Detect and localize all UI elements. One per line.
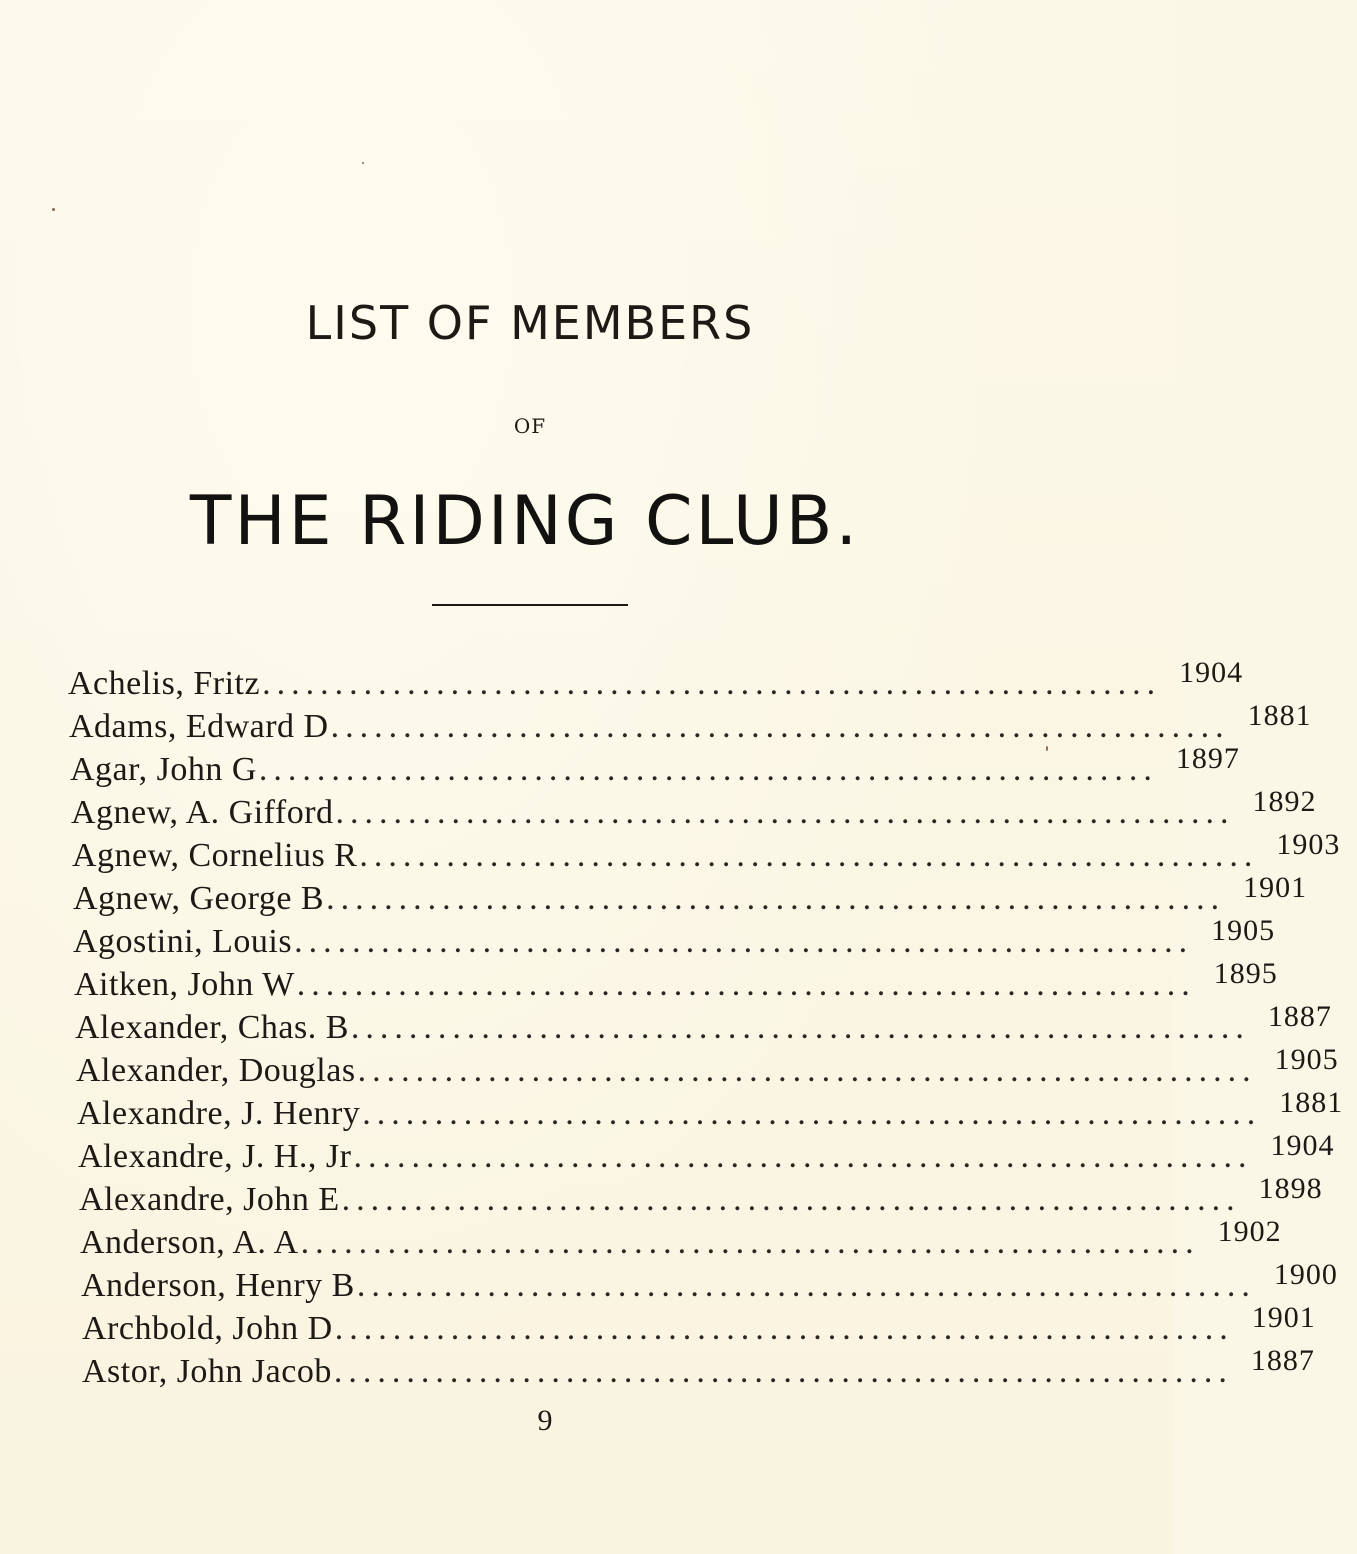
heading-divider xyxy=(432,604,628,606)
member-name: Agnew, George B xyxy=(73,880,325,917)
member-year: 1901 xyxy=(1243,871,1308,904)
dot-leader: .............................................................. xyxy=(294,923,1194,960)
heading-of: OF xyxy=(513,414,547,438)
dot-leader: .............................................................. xyxy=(353,1138,1253,1175)
member-row xyxy=(68,742,1240,791)
member-year: 1892 xyxy=(1252,785,1317,818)
member-year: 1881 xyxy=(1279,1086,1344,1119)
dot-leader: .............................................................. xyxy=(341,1181,1241,1218)
member-name: Achelis, Fritz xyxy=(68,665,261,702)
member-name: Agnew, A. Gifford xyxy=(71,794,334,831)
member-row xyxy=(68,1301,1316,1350)
dot-leader: .............................................................. xyxy=(258,751,1158,788)
member-year: 1905 xyxy=(1274,1043,1339,1076)
paper-speck xyxy=(362,162,364,164)
member-year: 1902 xyxy=(1217,1215,1282,1248)
member-list xyxy=(68,656,1344,1393)
member-name: Adams, Edward D xyxy=(69,708,329,745)
member-row xyxy=(68,1043,1339,1092)
member-row xyxy=(68,785,1317,834)
paper-speck xyxy=(52,208,55,211)
heading-list-of-members: LIST OF MEMBERS xyxy=(305,296,755,350)
dot-leader: .............................................................. xyxy=(296,966,1196,1003)
member-name: Alexander, Chas. B xyxy=(75,1009,349,1046)
member-row xyxy=(68,957,1278,1006)
member-row xyxy=(68,871,1308,920)
member-row xyxy=(68,1258,1338,1307)
member-year: 1895 xyxy=(1213,957,1278,990)
member-row xyxy=(68,828,1341,877)
member-year: 1887 xyxy=(1250,1344,1315,1377)
dot-leader: .............................................................. xyxy=(334,1310,1234,1347)
member-name: Alexandre, J. Henry xyxy=(77,1095,361,1132)
dot-leader: .............................................................. xyxy=(359,837,1259,874)
member-row xyxy=(68,914,1276,963)
member-row xyxy=(68,656,1244,705)
member-name: Alexandre, J. H., Jr xyxy=(78,1138,352,1175)
member-name: Astor, John Jacob xyxy=(82,1353,332,1390)
member-year: 1887 xyxy=(1267,1000,1332,1033)
member-row xyxy=(68,1086,1344,1135)
member-row xyxy=(68,1172,1323,1221)
member-row xyxy=(68,1129,1335,1178)
member-year: 1901 xyxy=(1251,1301,1316,1334)
member-year: 1903 xyxy=(1276,828,1341,861)
dot-leader: .............................................................. xyxy=(356,1267,1256,1304)
dot-leader: .............................................................. xyxy=(335,794,1235,831)
member-year: 1905 xyxy=(1211,914,1276,947)
member-year: 1904 xyxy=(1270,1129,1335,1162)
member-name: Anderson, A. A xyxy=(80,1224,299,1261)
member-name: Agostini, Louis xyxy=(73,923,293,960)
dot-leader: .............................................................. xyxy=(362,1095,1262,1132)
dot-leader: .............................................................. xyxy=(262,665,1162,702)
dot-leader: .............................................................. xyxy=(326,880,1226,917)
member-row xyxy=(68,1344,1315,1393)
member-row xyxy=(68,1000,1332,1049)
member-year: 1897 xyxy=(1175,742,1240,775)
member-name: Alexander, Douglas xyxy=(76,1052,356,1089)
page-number: 9 xyxy=(537,1404,553,1437)
member-row xyxy=(68,699,1312,748)
member-name: Alexandre, John E xyxy=(79,1181,340,1218)
member-name: Archbold, John D xyxy=(82,1310,333,1347)
member-name: Agar, John G xyxy=(70,751,257,788)
member-name: Aitken, John W xyxy=(74,966,295,1003)
member-name: Agnew, Cornelius R xyxy=(72,837,358,874)
member-name: Anderson, Henry B xyxy=(81,1267,355,1304)
member-row xyxy=(68,1215,1282,1264)
dot-leader: .............................................................. xyxy=(300,1224,1200,1261)
member-year: 1898 xyxy=(1258,1172,1323,1205)
dot-leader: .............................................................. xyxy=(333,1353,1233,1390)
dot-leader: .............................................................. xyxy=(330,708,1230,745)
heading-club-name: THE RIDING CLUB. xyxy=(189,482,861,561)
dot-leader: .............................................................. xyxy=(350,1009,1250,1046)
member-year: 1900 xyxy=(1273,1258,1338,1291)
member-year: 1881 xyxy=(1247,699,1312,732)
dot-leader: .............................................................. xyxy=(357,1052,1257,1089)
member-year: 1904 xyxy=(1179,656,1244,689)
